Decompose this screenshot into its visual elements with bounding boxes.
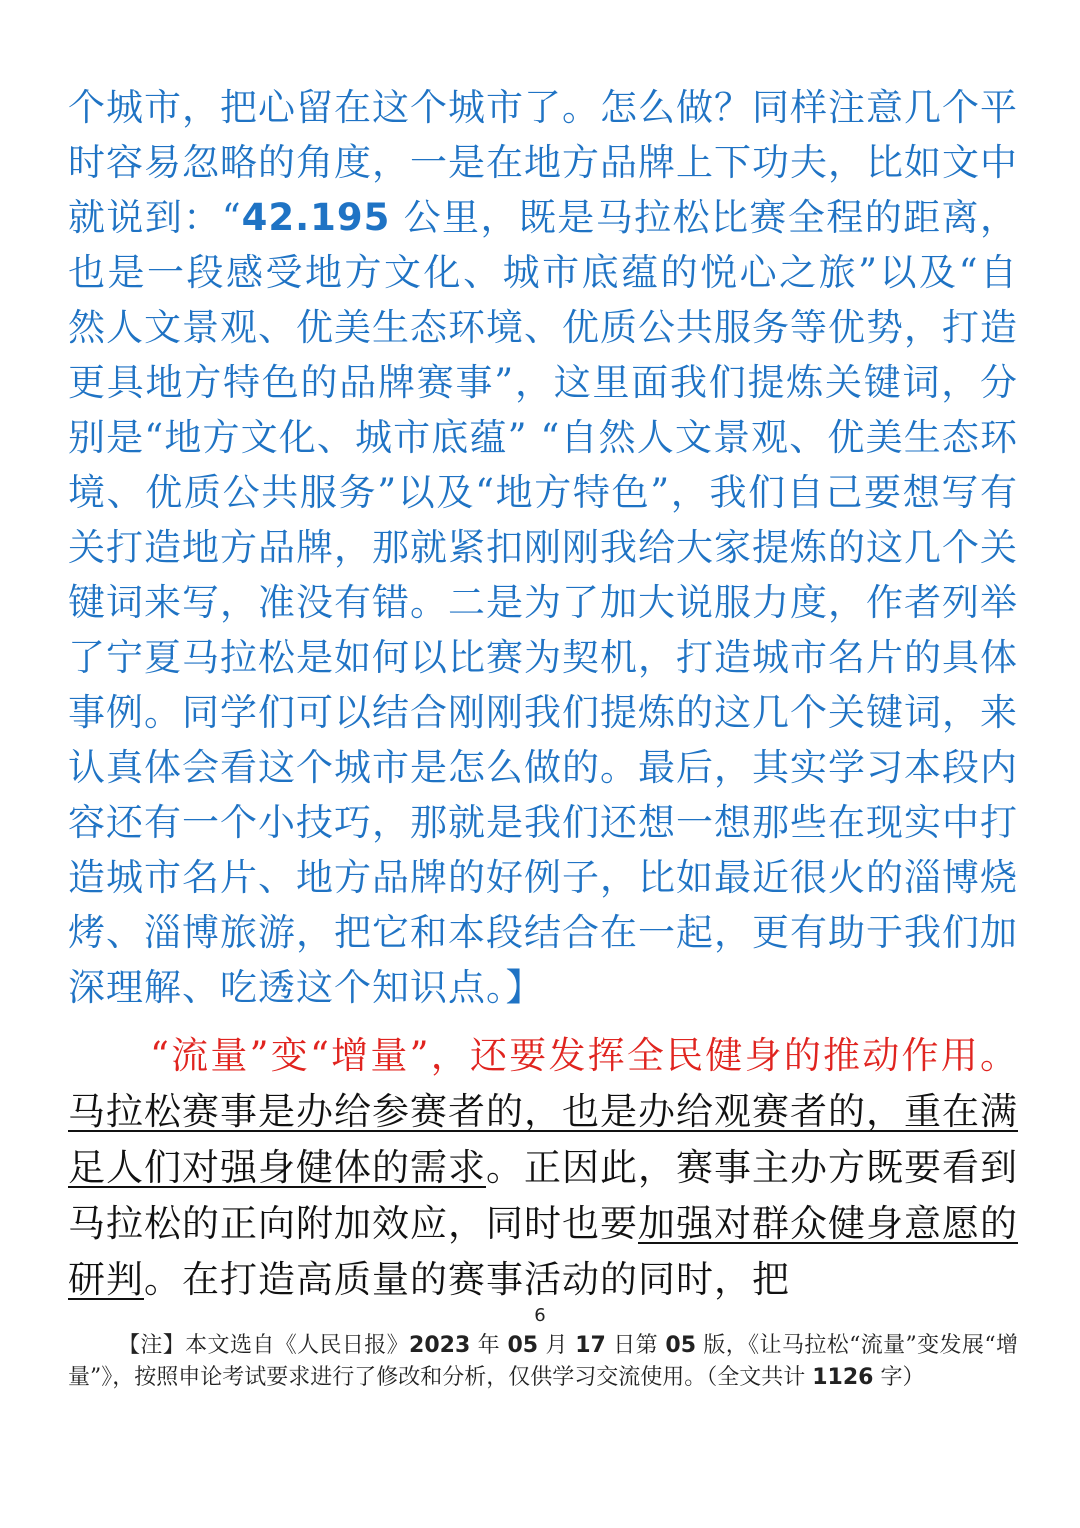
paragraph-text-1: 。正因此，赛事主办方既要看到马拉松的正向附加效应，同时也要 <box>68 1146 1018 1245</box>
analysis-text-part2: 公里，既是马拉松比赛全程的距离，也是一段感受地方文化、城市底蕴的悦心之旅”以及“自然人文景观、优美生态环境、优质公共服务等优势，打造更具地方特色的品牌赛事”，这里面我们提炼关键词，分别是“地方文化、城市底蕴” “自然人文景观、优美生态环境、优质公共服务”以及“地方特色”，我们自己要想写有关打造地方品牌，那就紧扣刚刚我给大家提炼的这几个关键词来写，准没有错。二是为了加大说服力度，作者列举了宁夏马拉松是如何以比赛为契机，打造城市名片的具体事例。同学们可以结合刚刚我们提炼的这几个关键词，来认真体会看这个城市是怎么做的。最后，其实学习本段内容还有一个小技巧，那就是我们还想一想那些在现实中打造城市名片、地方品牌的好例子，比如最近很火的淄博烧烤、淄博旅游，把它和本段结合在一起，更有助于我们加深理解、吃透这个知识点。】 <box>68 196 1018 1009</box>
footnote-part2: 年 <box>470 1333 508 1358</box>
page-number: 6 <box>534 1305 546 1326</box>
footnote-word-count: 1126 <box>812 1365 874 1390</box>
footnote <box>68 1330 1018 1394</box>
footnote-part6: 字） <box>873 1365 925 1390</box>
paragraph-text-2: 。在打造高质量的赛事活动的同时，把 <box>144 1258 790 1301</box>
footnote-year: 2023 <box>409 1333 471 1358</box>
footnote-part3: 月 <box>538 1333 576 1358</box>
analysis-text-part1: 个城市，把心留在这个城市了。怎么做？同样注意几个平时容易忽略的角度，一是在地方品牌上下功夫，比如文中就说到：“ <box>68 86 1018 239</box>
underlined-sentence-2: 加强对群众健身意愿的研判 <box>68 1202 1018 1301</box>
analysis-paragraph <box>68 80 1018 1015</box>
footnote-month: 05 <box>507 1333 539 1358</box>
paragraph-heading-red: “流量”变“增量”，还要发挥全民健身的推动作用。 <box>150 1034 1018 1077</box>
underlined-sentence-1: 马拉松赛事是办给参赛者的，也是办给观赛者的，重在满足人们对强身健体的需求 <box>68 1090 1018 1189</box>
analysis-distance-number: 42.195 <box>241 196 391 239</box>
footnote-edition: 05 <box>665 1333 697 1358</box>
footnote-part1: 【注】本文选自《人民日报》 <box>118 1333 410 1358</box>
body-paragraph <box>68 1028 1018 1308</box>
footnote-part5: 版，《让马拉松“流量”变发展“增量”》，按照申论考试要求进行了修改和分析，仅供学习交流使用。（全文共计 <box>68 1333 1018 1390</box>
footnote-part4: 日第 <box>605 1333 666 1358</box>
footnote-day: 17 <box>575 1333 606 1358</box>
